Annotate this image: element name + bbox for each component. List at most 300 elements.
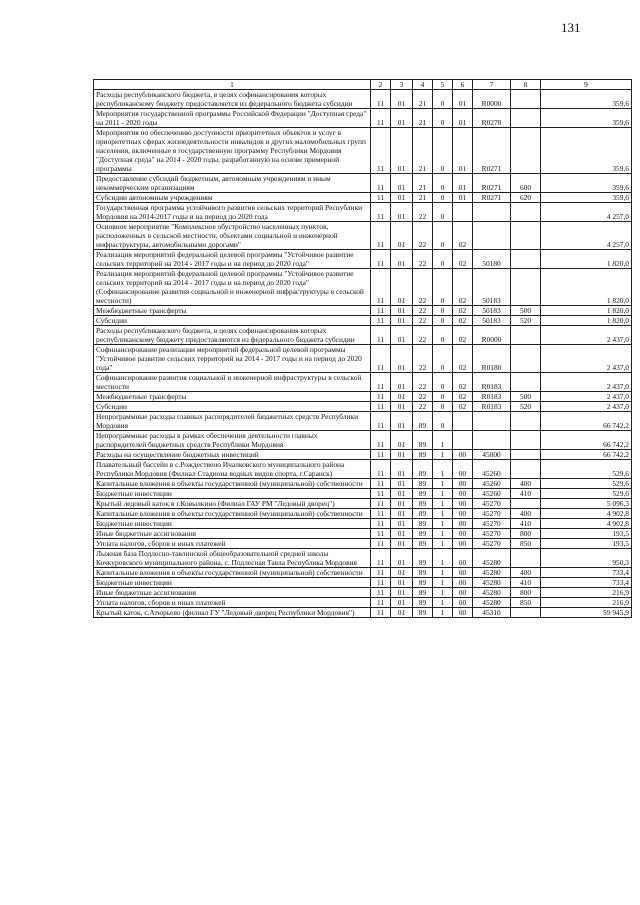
table-row: [94, 489, 632, 499]
row-section: 11: [371, 193, 391, 203]
row-expense-type: 800: [511, 588, 541, 598]
row-section: 11: [371, 460, 391, 479]
row-program: 89: [413, 578, 433, 588]
row-name: Бюджетные инвестиции: [94, 578, 371, 588]
row-amount: 66 742,2: [541, 450, 632, 460]
row-subprogram: 0: [433, 373, 453, 392]
row-activity: 01: [453, 128, 473, 174]
row-subsection: 01: [391, 392, 413, 402]
row-name: Крытый ледовый каток в г.Ковылкино (Филиал ГАУ РМ "Ледовый дворец"): [94, 499, 371, 509]
header-col-4: 4: [413, 80, 433, 90]
row-subprogram: 0: [433, 316, 453, 326]
row-subprogram: 1: [433, 479, 453, 489]
row-name: Мероприятия по обеспечению доступности приоритетных объектов и услуг в приоритетных сферах жизнедеятельности инвалидов и других маломобильных групп населения, включенные в государственную программу Республики Мордовия "Доступная среда" на 2014 - 2020 годы, разработанную на основе примерной программы: [94, 128, 371, 174]
row-section: 11: [371, 479, 391, 489]
row-subsection: 01: [391, 412, 413, 431]
row-name: Субсидии: [94, 316, 371, 326]
row-activity: 00: [453, 568, 473, 578]
row-subprogram: 1: [433, 499, 453, 509]
row-activity: 01: [453, 193, 473, 203]
row-activity: 00: [453, 450, 473, 460]
row-subsection: 01: [391, 402, 413, 412]
row-subsection: 01: [391, 431, 413, 450]
table-row: [94, 269, 632, 306]
row-amount: 1 820,0: [541, 316, 632, 326]
row-expense-type: [511, 431, 541, 450]
row-expense-type: [511, 269, 541, 306]
row-program: 89: [413, 412, 433, 431]
row-name: Предоставление субсидий бюджетным, автономным учреждениям и иным некоммерческим организациям: [94, 174, 371, 193]
row-subsection: 01: [391, 539, 413, 549]
row-subsection: 01: [391, 174, 413, 193]
row-section: 11: [371, 222, 391, 250]
row-program: 22: [413, 203, 433, 222]
row-expense-code: 45260: [473, 460, 511, 479]
row-amount: 59 945,9: [541, 608, 632, 618]
row-program: 22: [413, 345, 433, 373]
row-name: Реализация мероприятий федеральной целевой программы "Устойчивое развитие сельских территорий на 2014 - 2017 годы и на период до 2020 года": [94, 250, 371, 269]
row-activity: 00: [453, 519, 473, 529]
row-name: Непрограммные расходы главных распорядителей бюджетных средств Республики Мордовия: [94, 412, 371, 431]
row-expense-type: 850: [511, 539, 541, 549]
table-row: [94, 608, 632, 618]
row-subprogram: 0: [433, 109, 453, 128]
row-expense-code: 45260: [473, 479, 511, 489]
row-program: 89: [413, 549, 433, 568]
row-program: 89: [413, 460, 433, 479]
row-expense-code: 45260: [473, 489, 511, 499]
row-subprogram: 0: [433, 345, 453, 373]
row-subprogram: 0: [433, 174, 453, 193]
header-col-1: 1: [94, 80, 371, 90]
row-program: 21: [413, 90, 433, 109]
row-program: 22: [413, 402, 433, 412]
row-section: 11: [371, 326, 391, 345]
row-expense-code: R0271: [473, 174, 511, 193]
row-section: 11: [371, 128, 391, 174]
row-subprogram: 0: [433, 128, 453, 174]
row-expense-type: [511, 450, 541, 460]
row-amount: 2 437,0: [541, 326, 632, 345]
table-header-row: [94, 80, 632, 90]
header-col-3: 3: [391, 80, 413, 90]
row-amount: 733,4: [541, 568, 632, 578]
row-activity: 02: [453, 269, 473, 306]
row-subprogram: 0: [433, 412, 453, 431]
table-row: [94, 519, 632, 529]
row-amount: 4 257,0: [541, 222, 632, 250]
row-activity: 02: [453, 402, 473, 412]
row-section: 11: [371, 250, 391, 269]
row-expense-type: 520: [511, 316, 541, 326]
row-subsection: 01: [391, 109, 413, 128]
row-expense-code: R0271: [473, 193, 511, 203]
row-expense-code: [473, 412, 511, 431]
row-activity: 00: [453, 460, 473, 479]
row-program: 22: [413, 373, 433, 392]
row-amount: 733,4: [541, 578, 632, 588]
row-subprogram: 0: [433, 90, 453, 109]
row-expense-type: [511, 608, 541, 618]
row-activity: 00: [453, 539, 473, 549]
row-name: Основное мероприятие "Комплексное обустройство населенных пунктов, расположенных в сельской местности, объектами социальной и инженерной инфраструктуры, автомобильными дорогами": [94, 222, 371, 250]
row-expense-code: 45280: [473, 568, 511, 578]
row-expense-type: 500: [511, 392, 541, 402]
row-program: 22: [413, 269, 433, 306]
row-expense-type: 620: [511, 193, 541, 203]
row-subprogram: 1: [433, 549, 453, 568]
row-activity: 01: [453, 109, 473, 128]
row-activity: 01: [453, 90, 473, 109]
row-expense-code: 45000: [473, 450, 511, 460]
row-section: 11: [371, 608, 391, 618]
table-row: [94, 306, 632, 316]
table-row: [94, 174, 632, 193]
table-row: [94, 326, 632, 345]
row-name: Иные бюджетные ассигнования: [94, 588, 371, 598]
header-col-8: 8: [511, 80, 541, 90]
row-expense-type: [511, 203, 541, 222]
row-expense-code: [473, 431, 511, 450]
row-subsection: 01: [391, 568, 413, 578]
row-section: 11: [371, 174, 391, 193]
row-section: 11: [371, 450, 391, 460]
row-activity: [453, 412, 473, 431]
row-subprogram: 1: [433, 509, 453, 519]
row-subsection: 01: [391, 316, 413, 326]
row-section: 11: [371, 588, 391, 598]
row-amount: 359,6: [541, 109, 632, 128]
row-expense-code: [473, 222, 511, 250]
row-activity: 01: [453, 174, 473, 193]
row-name: Непрограммные расходы в рамках обеспечения деятельности главных распорядителей бюджетных средств Республики Мордовия: [94, 431, 371, 450]
row-activity: 00: [453, 588, 473, 598]
row-expense-type: 400: [511, 479, 541, 489]
table-row: [94, 499, 632, 509]
row-program: 89: [413, 598, 433, 608]
row-amount: 359,6: [541, 193, 632, 203]
row-expense-code: R0180: [473, 345, 511, 373]
row-name: Софинансирование развития социальной и инженерной инфраструктуры в сельской местности: [94, 373, 371, 392]
row-section: 11: [371, 549, 391, 568]
row-subsection: 01: [391, 373, 413, 392]
row-section: 11: [371, 373, 391, 392]
row-activity: 00: [453, 578, 473, 588]
row-activity: 00: [453, 529, 473, 539]
row-activity: 02: [453, 345, 473, 373]
row-section: 11: [371, 489, 391, 499]
row-program: 21: [413, 109, 433, 128]
row-subprogram: 0: [433, 392, 453, 402]
row-program: 89: [413, 519, 433, 529]
row-amount: 529,6: [541, 460, 632, 479]
row-subprogram: 0: [433, 306, 453, 316]
row-program: 21: [413, 174, 433, 193]
row-expense-type: 850: [511, 598, 541, 608]
row-subprogram: 1: [433, 598, 453, 608]
row-amount: 4 257,0: [541, 203, 632, 222]
row-subprogram: 1: [433, 568, 453, 578]
table-row: [94, 578, 632, 588]
row-subsection: 01: [391, 460, 413, 479]
row-expense-code: 45310: [473, 608, 511, 618]
header-col-7: 7: [473, 80, 511, 90]
table-row: [94, 250, 632, 269]
row-subprogram: 1: [433, 431, 453, 450]
row-section: 11: [371, 529, 391, 539]
row-subsection: 01: [391, 128, 413, 174]
row-expense-type: 410: [511, 578, 541, 588]
table-row: [94, 316, 632, 326]
row-name: Бюджетные инвестиции: [94, 489, 371, 499]
row-expense-type: [511, 326, 541, 345]
row-expense-type: 410: [511, 489, 541, 499]
row-subsection: 01: [391, 479, 413, 489]
row-amount: 66 742,2: [541, 412, 632, 431]
row-expense-code: R0000: [473, 326, 511, 345]
row-subsection: 01: [391, 608, 413, 618]
row-subprogram: 1: [433, 578, 453, 588]
row-name: Крытый каток, с.Атюрьево (филиал ГУ "Ледовый дворец Республики Мордовия"): [94, 608, 371, 618]
row-name: Капитальные вложения в объекты государственной (муниципальной) собственности: [94, 568, 371, 578]
row-subprogram: 0: [433, 250, 453, 269]
row-expense-type: [511, 109, 541, 128]
row-section: 11: [371, 499, 391, 509]
row-section: 11: [371, 402, 391, 412]
row-amount: 359,6: [541, 174, 632, 193]
row-section: 11: [371, 519, 391, 529]
row-activity: [453, 431, 473, 450]
row-expense-code: 50180: [473, 250, 511, 269]
row-amount: 66 742,2: [541, 431, 632, 450]
row-subprogram: 0: [433, 326, 453, 345]
row-expense-type: [511, 222, 541, 250]
table-row: [94, 460, 632, 479]
table-row: [94, 193, 632, 203]
row-activity: 02: [453, 306, 473, 316]
row-program: 22: [413, 316, 433, 326]
row-name: Плавательный бассейн в с.Рождествено Ичалковского муниципального района Республики Мордовия (Филиал Стадиона водных видов спорта, г.Саранск): [94, 460, 371, 479]
row-section: 11: [371, 412, 391, 431]
row-amount: 529,6: [541, 479, 632, 489]
row-program: 89: [413, 588, 433, 598]
row-amount: 950,3: [541, 549, 632, 568]
row-subprogram: 1: [433, 608, 453, 618]
row-expense-type: 600: [511, 174, 541, 193]
row-amount: 2 437,0: [541, 402, 632, 412]
table-row: [94, 203, 632, 222]
row-subsection: 01: [391, 193, 413, 203]
row-activity: 02: [453, 222, 473, 250]
row-program: 22: [413, 250, 433, 269]
row-section: 11: [371, 90, 391, 109]
row-expense-code: R0000: [473, 90, 511, 109]
row-activity: 00: [453, 598, 473, 608]
row-subprogram: 1: [433, 460, 453, 479]
row-expense-type: [511, 345, 541, 373]
row-amount: 359,6: [541, 90, 632, 109]
row-expense-type: 400: [511, 568, 541, 578]
row-subprogram: 1: [433, 529, 453, 539]
row-program: 89: [413, 489, 433, 499]
row-subsection: 01: [391, 549, 413, 568]
row-subsection: 01: [391, 598, 413, 608]
table-row: [94, 450, 632, 460]
row-expense-type: [511, 90, 541, 109]
row-amount: 193,5: [541, 529, 632, 539]
row-expense-type: 500: [511, 306, 541, 316]
row-expense-code: 45270: [473, 499, 511, 509]
row-program: 89: [413, 539, 433, 549]
row-amount: 529,6: [541, 489, 632, 499]
row-subsection: 01: [391, 250, 413, 269]
row-section: 11: [371, 598, 391, 608]
row-program: 89: [413, 431, 433, 450]
row-name: Субсидии автономным учреждениям: [94, 193, 371, 203]
row-expense-code: R0183: [473, 402, 511, 412]
row-expense-type: [511, 250, 541, 269]
row-subprogram: 1: [433, 588, 453, 598]
row-subsection: 01: [391, 306, 413, 316]
row-section: 11: [371, 269, 391, 306]
row-amount: 4 902,8: [541, 509, 632, 519]
row-section: 11: [371, 316, 391, 326]
row-subsection: 01: [391, 509, 413, 519]
row-name: Уплата налогов, сборов и иных платежей: [94, 598, 371, 608]
row-activity: 02: [453, 373, 473, 392]
row-name: Расходы республиканского бюджета, в целях софинансирования которых республиканскому бюджету предоставляются из федерального бюджета субсидии: [94, 326, 371, 345]
row-expense-type: [511, 549, 541, 568]
row-expense-type: [511, 128, 541, 174]
table-row: [94, 568, 632, 578]
table-row: [94, 539, 632, 549]
row-name: Расходы на осуществление бюджетных инвестиций: [94, 450, 371, 460]
row-subsection: 01: [391, 222, 413, 250]
row-subsection: 01: [391, 529, 413, 539]
table-row: [94, 402, 632, 412]
row-subprogram: 1: [433, 489, 453, 499]
table-row: [94, 392, 632, 402]
row-name: Расходы республиканского бюджета, в целях софинансирования которых республиканскому бюджету предоставляется из федерального бюджета субсидии: [94, 90, 371, 109]
row-program: 89: [413, 568, 433, 578]
row-expense-code: 50183: [473, 306, 511, 316]
header-col-5: 5: [433, 80, 453, 90]
row-section: 11: [371, 392, 391, 402]
row-amount: 193,5: [541, 539, 632, 549]
row-amount: 216,9: [541, 588, 632, 598]
row-activity: [453, 203, 473, 222]
row-section: 11: [371, 568, 391, 578]
table-row: [94, 373, 632, 392]
table-row: [94, 549, 632, 568]
row-activity: 00: [453, 549, 473, 568]
table-row: [94, 412, 632, 431]
header-col-6: 6: [453, 80, 473, 90]
row-name: Государственная программа устойчивого развития сельских территорий Республики Мордовия на 2014-2017 годы и на период до 2020 года: [94, 203, 371, 222]
row-amount: 1 820,0: [541, 250, 632, 269]
table-row: [94, 345, 632, 373]
table-row: [94, 90, 632, 109]
row-amount: 1 820,0: [541, 269, 632, 306]
page-number: 131: [561, 20, 581, 35]
row-name: Лыжная база Подлесно-тавлинской общеобразовательной средней школы Кочкуровского муниципального района, с. Подлесная Тавла Республика Мордовия: [94, 549, 371, 568]
row-amount: 1 820,0: [541, 306, 632, 316]
row-subsection: 01: [391, 90, 413, 109]
row-section: 11: [371, 109, 391, 128]
table-row: [94, 222, 632, 250]
row-expense-code: [473, 203, 511, 222]
row-expense-type: 400: [511, 509, 541, 519]
row-program: 89: [413, 608, 433, 618]
row-subprogram: 1: [433, 519, 453, 529]
row-name: Субсидии: [94, 402, 371, 412]
row-expense-code: 50183: [473, 316, 511, 326]
row-activity: 02: [453, 326, 473, 345]
row-name: Реализация мероприятий федеральной целевой программы "Устойчивое развитие сельских территорий на 2014 - 2017 годы и на период до 2020 года" (Софинансирование развития социальной и инженерной инфраструктуры в сельской местности): [94, 269, 371, 306]
row-subprogram: 0: [433, 269, 453, 306]
row-expense-code: 45270: [473, 519, 511, 529]
row-program: 89: [413, 509, 433, 519]
budget-table: [93, 79, 632, 618]
row-amount: 4 902,8: [541, 519, 632, 529]
row-expense-code: 45280: [473, 588, 511, 598]
row-activity: 02: [453, 392, 473, 402]
row-subsection: 01: [391, 450, 413, 460]
row-program: 22: [413, 222, 433, 250]
row-program: 21: [413, 128, 433, 174]
row-program: 89: [413, 499, 433, 509]
row-section: 11: [371, 203, 391, 222]
row-expense-type: [511, 499, 541, 509]
header-col-2: 2: [371, 80, 391, 90]
row-program: 89: [413, 479, 433, 489]
row-subsection: 01: [391, 489, 413, 499]
row-activity: 00: [453, 608, 473, 618]
table-row: [94, 588, 632, 598]
row-expense-type: [511, 460, 541, 479]
row-name: Иные бюджетные ассигнования: [94, 529, 371, 539]
row-name: Межбюджетные трансферты: [94, 306, 371, 316]
row-name: Бюджетные инвестиции: [94, 519, 371, 529]
row-program: 21: [413, 193, 433, 203]
row-subsection: 01: [391, 519, 413, 529]
row-subsection: 01: [391, 499, 413, 509]
row-subprogram: 1: [433, 539, 453, 549]
table-row: [94, 509, 632, 519]
row-expense-type: 800: [511, 529, 541, 539]
row-subprogram: 0: [433, 193, 453, 203]
row-program: 22: [413, 306, 433, 316]
row-expense-type: [511, 373, 541, 392]
row-expense-code: 45270: [473, 509, 511, 519]
row-section: 11: [371, 509, 391, 519]
row-subprogram: 0: [433, 203, 453, 222]
row-section: 11: [371, 345, 391, 373]
row-expense-code: 45280: [473, 598, 511, 608]
row-section: 11: [371, 306, 391, 316]
row-activity: 00: [453, 479, 473, 489]
row-subsection: 01: [391, 345, 413, 373]
row-amount: 2 437,0: [541, 345, 632, 373]
row-expense-code: 45280: [473, 549, 511, 568]
header-col-9: 9: [541, 80, 632, 90]
table-row: [94, 109, 632, 128]
table-body: [94, 90, 632, 618]
table-row: [94, 128, 632, 174]
row-activity: 00: [453, 489, 473, 499]
row-expense-code: R0270: [473, 109, 511, 128]
row-section: 11: [371, 578, 391, 588]
